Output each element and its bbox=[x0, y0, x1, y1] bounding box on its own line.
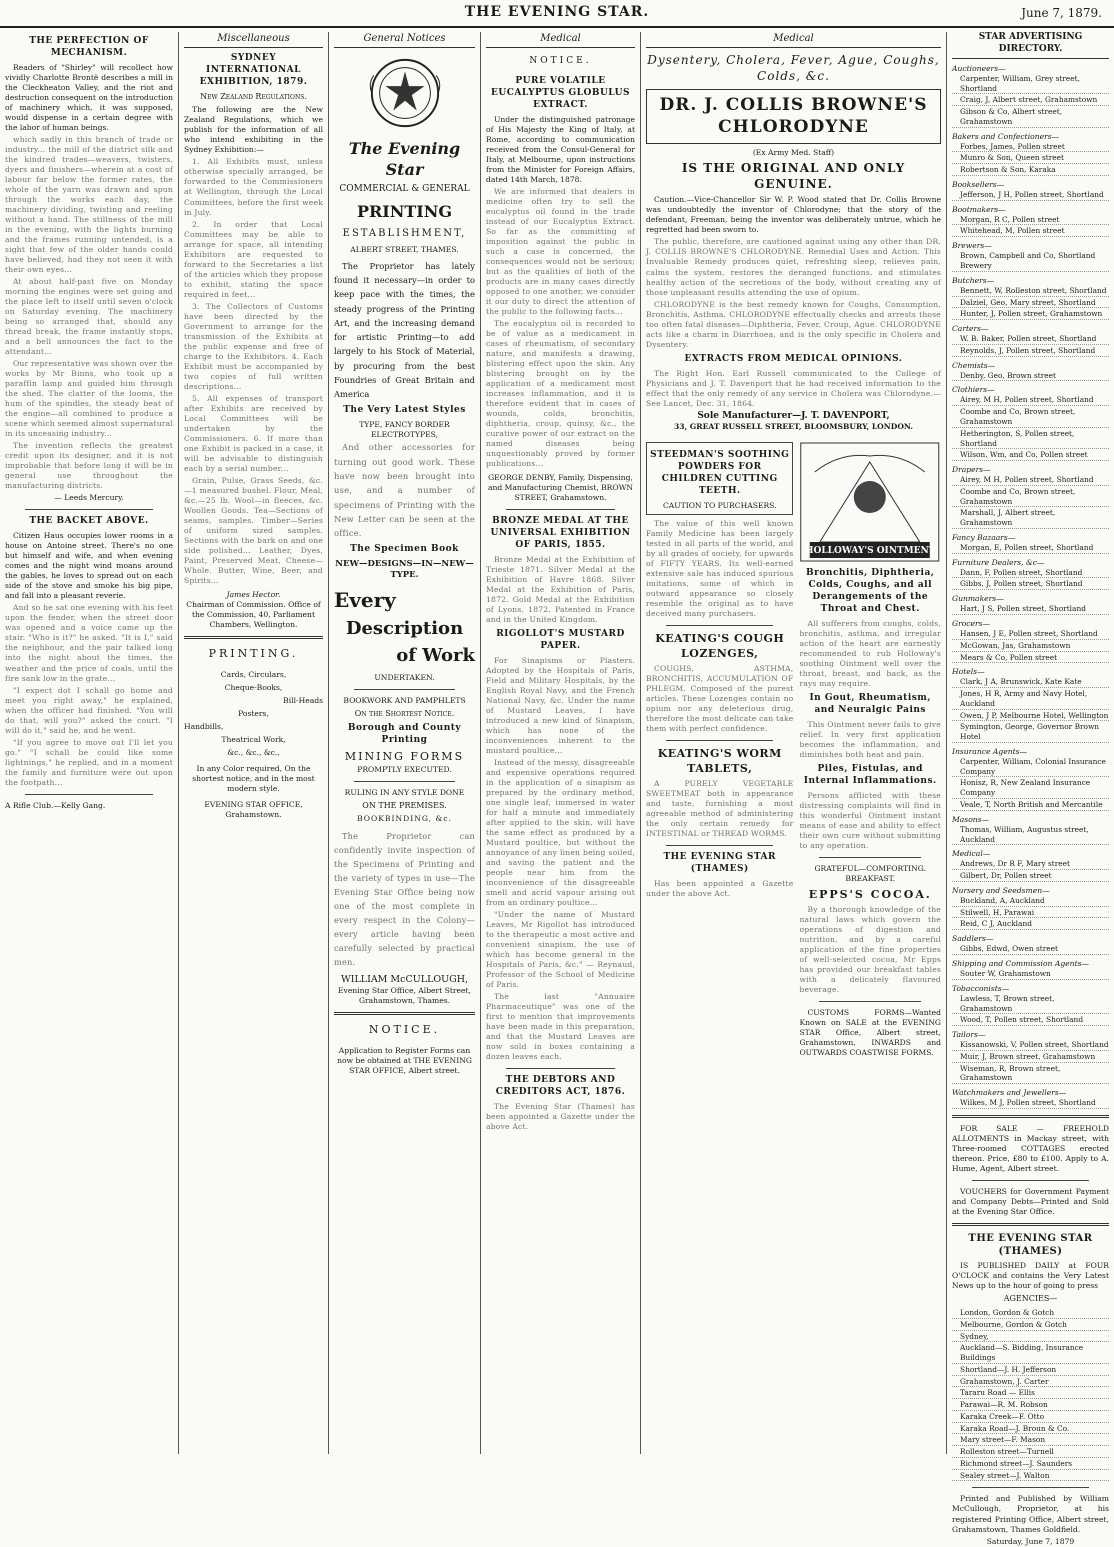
divider bbox=[666, 740, 773, 741]
divider bbox=[666, 845, 773, 846]
article-sydney-body-4: 5. All expenses of transport after Exhibits are received by Local Committees will be undertaken by the Commissioners. 6. If more than one Exhibit is packed in a case, it will be advisable to distinguish each by a serial number... bbox=[184, 393, 323, 473]
directory-category: Nursery and Seedsmen— bbox=[952, 885, 1050, 895]
headline-sydney: SYDNEY INTERNATIONAL EXHIBITION, 1879. bbox=[199, 53, 308, 87]
printing-item: Cards, Circulars, bbox=[220, 669, 287, 679]
directory-entry: Marshall, J, Albert street, Grahamstown bbox=[952, 508, 1109, 529]
newspaper-title: THE EVENING STAR. bbox=[464, 4, 650, 20]
directory-entry: Bennett, W, Rolleston street, Shortland bbox=[952, 286, 1109, 297]
agency-entry: Sealey street—J. Walton bbox=[952, 1471, 1109, 1482]
eucalyptus-body: We are informed that dealers in medicine often try to sell the eucalyptus oil found in the trade instead of our Eucalyptus Extract. So far as the committing of imposition against the public in such a case is concerned, the consequences would not be serious; but as the qualities of both of the products are in many cases directly opposed to one another, we consider it our duty to direct the attention of the public to the following facts... bbox=[486, 186, 635, 316]
every-line: Every bbox=[334, 587, 396, 612]
directory-category: Butchers— bbox=[952, 275, 995, 285]
directory-entry: Dann, F, Pollen street, Shortland bbox=[952, 568, 1109, 579]
agency-entry: Parawai—R. M. Robson bbox=[952, 1400, 1109, 1411]
divider bbox=[354, 781, 455, 782]
epps-body: By a thorough knowledge of the natural laws which govern the operations of digestion and nutrition, and by a careful application of the fine properties of well-selected cocoa, Mr Epps has provided our breakfast tables with a delicately flavoured beverage. bbox=[799, 905, 941, 995]
directory-entry: Hansen, J E, Pollen street, Shortland bbox=[952, 629, 1109, 640]
type-borders: TYPE, FANCY BORDER ELECTROTYPES, bbox=[359, 420, 450, 440]
directory-entry: Hart, J S, Pollen street, Shortland bbox=[952, 604, 1109, 615]
agency-entry: Richmond street—J. Saunders bbox=[952, 1459, 1109, 1470]
collis-sub: (Ex Army Med. Staff) bbox=[752, 147, 835, 157]
printing-item: Handbills, bbox=[184, 721, 224, 731]
directory-category: Gunmakers— bbox=[952, 594, 1004, 604]
steedman-advert bbox=[646, 438, 793, 1060]
printing-foot: In any Color required, On the shortest notice, and in the most modern style. bbox=[192, 763, 315, 793]
rigollot-body-2: Instead of the messy, disagreeable and expensive operations required in the application of a sinapism as prepared by the ordinary method, one single leaf, immersed in water for half a minute and immediately after applied to the skin, will have the same effect as produced by a Mustard poultice, but without the annoyance of any linen being soiled, and saving the patient and the people near him from the inconvenience of the disagreeable smell and acrid vapour arising out from an ordinary poultice... bbox=[486, 757, 635, 908]
signoff-name: WILLIAM McCULLOUGH, bbox=[340, 973, 469, 985]
directory-entry: Owen, J P, Melbourne Hotel, Wellington bbox=[952, 711, 1109, 722]
paper-title: THE EVENING STAR (THAMES) bbox=[968, 1233, 1093, 1258]
divider bbox=[506, 1068, 615, 1069]
directory-category: Shipping and Commission Agents— bbox=[952, 958, 1090, 968]
keating-worm: KEATING'S WORM TABLETS, bbox=[657, 747, 782, 775]
directory-entry: Hetherington, S, Pollen street, Shortland bbox=[952, 429, 1109, 450]
column-medical-1 bbox=[480, 32, 640, 1454]
printing-office: EVENING STAR OFFICE, Grahamstown. bbox=[204, 799, 303, 819]
directory-category: Carters— bbox=[952, 324, 989, 334]
signoff-address: Evening Star Office, Albert Street, Grahamstown, Thames. bbox=[338, 986, 471, 1006]
agency-entry: Grahamstown, J. Carter bbox=[952, 1377, 1109, 1388]
divider bbox=[952, 1115, 1109, 1118]
directory-heading: STAR ADVERTISING DIRECTORY. bbox=[952, 32, 1109, 59]
printing-item: Cheque-Books, bbox=[224, 682, 283, 692]
directory-entry: Wiseman, R, Brown street, Grahamstown bbox=[952, 1064, 1109, 1085]
directory-entry: Wood, T, Pollen street, Shortland bbox=[952, 1015, 1109, 1026]
issue-date: June 7, 1879. bbox=[1021, 6, 1102, 20]
column-directory bbox=[946, 32, 1114, 1546]
agency-entry: Auckland—S. Bidding, Insurance Buildings bbox=[952, 1343, 1109, 1364]
bronchitis-heading: Bronchitis, Diphtheria, Colds, Coughs, and all Derangements of the Throat and Chest. bbox=[806, 568, 935, 614]
divider bbox=[819, 1001, 921, 1002]
divider bbox=[972, 1180, 1089, 1181]
denby-address: GEORGE DENBY, Family, Dispensing, and Manufacturing Chemist, BROWN STREET, Grahamstown. bbox=[487, 473, 634, 503]
extracts-heading: EXTRACTS FROM MEDICAL OPINIONS. bbox=[684, 353, 903, 364]
rigollot-body: For Sinapisms or Plasters. Adopted by the Hospitals of Paris, Field and Military Hospitals, by the English Royal Navy, and the French National Navy, &c. Under the name of Mustard Leaves, I have introduced a new kind of Sinapism, which has none of the inconveniences inherent to the mustard poultice... bbox=[486, 655, 635, 755]
piles-body: Persons afflicted with these distressing complaints will find in this wonderful Ointment instant means of ease and ability to effect their own cure without submitting to any operation. bbox=[799, 790, 941, 850]
specimen-book: The Specimen Book bbox=[350, 544, 459, 555]
bronze-medal: BRONZE MEDAL AT THE UNIVERSAL EXHIBITION OF PARIS, 1855. bbox=[490, 516, 631, 551]
column-general-notices bbox=[328, 32, 480, 1454]
directory-entry: McGowan, Jas, Grahamstown bbox=[952, 641, 1109, 652]
for-sale: FOR SALE — FREEHOLD ALLOTMENTS in Mackay street, with Three-roomed COTTAGES erected thereon. Price, £80 to £100. Apply to A. Hume, Agent, Albert street. bbox=[952, 1123, 1109, 1173]
column-heading: General Notices bbox=[334, 32, 475, 48]
ruling: RULING IN ANY STYLE DONE bbox=[344, 787, 465, 797]
printing-line1: COMMERCIAL & GENERAL bbox=[339, 184, 470, 195]
directory-entry: Dalziel, Geo, Mary street, Shortland bbox=[952, 298, 1109, 309]
directory-entry: Souter W, Grahamstown bbox=[952, 969, 1109, 980]
agency-entry: Karaka Creek—F. Otto bbox=[952, 1412, 1109, 1423]
directory-entry: Buckland, A, Auckland bbox=[952, 896, 1109, 907]
agency-entry: Karaka Road—J. Broun & Co. bbox=[952, 1424, 1109, 1435]
piles-heading: Piles, Fistulas, and Internal Inflammations. bbox=[803, 763, 937, 786]
of-work-line: of Work bbox=[396, 645, 475, 667]
directory-entry: Kissanowski, V, Pollen street, Shortland bbox=[952, 1040, 1109, 1051]
article-sydney-lead: The following are the New Zealand Regulations, which we publish for the information of all who intend exhibiting in the Sydney Exhibition:— bbox=[184, 105, 323, 155]
eucalyptus-headline: PURE VOLATILE EUCALYPTUS GLOBULUS EXTRACT. bbox=[491, 76, 630, 110]
divider bbox=[184, 636, 323, 639]
printing-line4: ALBERT STREET, THAMES. bbox=[350, 244, 459, 254]
imprint-date: Saturday, June 7, 1879 bbox=[986, 1536, 1075, 1546]
medal-list: Bronze Medal at the Exhibition of Trieste 1871. Silver Medal at the Exhibition of Havre 1868. Silver Medal at the Exhibition of Paris, 1872. Gold Medal at the Exhibition of Lyons, 1872. Patented in France and in the United Kingdom. bbox=[486, 554, 635, 624]
directory-entry: Gilbert, Dr, Pollen street bbox=[952, 871, 1109, 882]
printing-line2: PRINTING bbox=[356, 202, 453, 222]
agency-entry: Melbourne, Gordon & Gotch bbox=[952, 1320, 1109, 1331]
description-line: Description bbox=[345, 617, 464, 639]
directory-entry: Veale, T, North British and Mercantile bbox=[952, 800, 1109, 811]
article-mechanism-body-2: At about half-past five on Monday morning the engines were set going and the place left to itself until seven o'clock on Saturday evening. The machinery being so arranged that, should any thread break, the frame instantly stops, and a bell announces the fact to the attendant... bbox=[5, 277, 173, 357]
divider bbox=[952, 1223, 1109, 1226]
article-backet-body: And so he sat one evening with his feet upon the fender, when the street door was opened and a voice came up the stair. "Who is it?" he asked. "It is I," said the neighbour, and the pair talked long into the night about the times, the weather and the price of coals, until the fire sank low in the grate... bbox=[5, 603, 173, 683]
notice-heading: NOTICE. bbox=[529, 56, 592, 67]
directory-category: Bootmakers— bbox=[952, 204, 1006, 214]
article-mechanism-lead: Readers of "Shirley" will recollect how vividly Charlotte Brontë describes a mill in the Cleckheaton Valley, and the riot and destruction consequent on the introduction of machinery which, it was supposed, would dispense in a certain degree with the labor of human beings. bbox=[5, 62, 173, 132]
directory-entry: Clark, J A, Brunswick, Kate Kate bbox=[952, 677, 1109, 688]
directory-category: Tobacconists— bbox=[952, 983, 1010, 993]
directory-entry: W. B. Baker, Pollen street, Shortland bbox=[952, 334, 1109, 345]
directory-entry: Muir, J, Brown street, Grahamstown bbox=[952, 1052, 1109, 1063]
directory-entry: Hunter, J, Pollen street, Grahamstown bbox=[952, 309, 1109, 320]
directory-category: Bakers and Confectioners— bbox=[952, 131, 1060, 141]
directory-entry: Andrews, Dr R F, Mary street bbox=[952, 859, 1109, 870]
thames-star: THE EVENING STAR (THAMES) bbox=[663, 852, 776, 875]
thames-star-body: Has been appointed a Gazette under the above Act. bbox=[646, 879, 794, 899]
vouchers: VOUCHERS for Government Payment and Company Debts—Printed and Sold at the Evening Star Office. bbox=[952, 1186, 1109, 1216]
divider bbox=[334, 1012, 475, 1015]
debtors-body: The Evening Star (Thames) has been appointed a Gazette under the above Act. bbox=[486, 1102, 635, 1132]
directory-category: Masons— bbox=[952, 814, 990, 824]
directory-category: Saddlers— bbox=[952, 934, 994, 944]
directory-entry: Symington, George, Governor Brown Hotel bbox=[952, 722, 1109, 743]
collis-body: The public, therefore, are cautioned against using any other than DR. J. COLLIS BROWNE'S CHLORODYNE. Remedial Uses and Action. This Invaluable Remedy produces quiet, refreshing sleep, relieves pain, calms the system, restores the deranged functions, and stimulates healthy action of the secretions of the body, without creating any of those unpleasant results attending the use of opium. bbox=[646, 237, 941, 297]
directory-entry: Reid, C J, Auckland bbox=[952, 919, 1109, 930]
bronchitis-body: All sufferers from coughs, colds, bronchitis, asthma, and irregular action of the heart are earnestly recommended to rub Holloway's soothing Ointment well over the throat, breast, and back, as the rays may require. bbox=[799, 618, 941, 688]
divider bbox=[25, 509, 153, 510]
column-heading: Miscellaneous bbox=[184, 32, 323, 48]
directory-entry: Thomas, William, Augustus street, Auckland bbox=[952, 825, 1109, 846]
directory-entry: Whitehead, M, Pollen street bbox=[952, 226, 1109, 237]
holloway-engraving-icon bbox=[799, 442, 941, 562]
directory-category: Hotels— bbox=[952, 667, 985, 677]
article-sydney-body: 1. All Exhibits must, unless otherwise specially arranged, be forwarded to the Commissioners at Wellington, through the Local Committees, before the first week in July. bbox=[184, 157, 323, 217]
manufacturer-address: 33, GREAT RUSSELL STREET, BLOOMSBURY, LONDON. bbox=[673, 422, 914, 432]
customs-forms: CUSTOMS FORMS—Wanted Known on SALE at the EVENING STAR Office, Albert street, Grahamstown, INWARDS and OUTWARDS COASTWISE FORMS. bbox=[799, 1008, 941, 1058]
latest-styles: The Very Latest Styles bbox=[343, 405, 466, 416]
headline-mechanism: THE PERFECTION OF MECHANISM. bbox=[29, 36, 149, 58]
directory-list bbox=[952, 64, 1109, 1109]
commission-office: Chairman of Commission. Office of the Commission, 40, Parliament Chambers, Wellington. bbox=[186, 600, 321, 630]
printing-item: &c., &c., &c., bbox=[227, 747, 280, 757]
column-miscellaneous bbox=[178, 32, 328, 1454]
directory-entry: Carpenter, William, Grey street, Shortland bbox=[952, 74, 1109, 95]
divider bbox=[354, 689, 455, 690]
keating-cough: KEATING'S COUGH LOZENGES, bbox=[655, 632, 785, 660]
undertaken: UNDERTAKEN. bbox=[374, 672, 435, 682]
divider bbox=[666, 625, 773, 626]
headline-backet: THE BACKET ABOVE. bbox=[29, 516, 149, 527]
directory-entry: Coombe and Co, Brown street, Grahamstown bbox=[952, 407, 1109, 428]
directory-category: Tailors— bbox=[952, 1030, 986, 1040]
directory-category: Drapers— bbox=[952, 465, 991, 475]
mining-forms: MINING FORMS bbox=[344, 750, 465, 764]
directory-category: Furniture Dealers, &c— bbox=[952, 557, 1045, 567]
grateful: GRATEFUL—COMFORTING. bbox=[814, 863, 927, 873]
keating-body: COUGHS, ASTHMA, BRONCHITIS, ACCUMULATION OF PHLEGM. Composed of the purest articles. These Lozenges contain no opium nor any deleterious drug, therefore the most delicate can take them with perfect confidence. bbox=[646, 664, 794, 734]
genuine-banner: IS THE ORIGINAL AND ONLY GENUINE. bbox=[681, 160, 906, 191]
notice-body: And other accessories for turning out good work. These have now been brought into use, and a number of specimens of Printing with the New Letter can be seen at the office. bbox=[334, 442, 475, 539]
imprint: Printed and Published by William McCullough, Proprietor, at his registered Printing Office, Albert street, Grahamstown, Thames Goldfield. bbox=[952, 1494, 1109, 1534]
notice-text: Application to Register Forms can now be obtained at THE EVENING STAR OFFICE, Albert street. bbox=[337, 1045, 472, 1075]
directory-entry: Honisz, R, New Zealand Insurance Company bbox=[952, 778, 1109, 799]
directory-category: Insurance Agents— bbox=[952, 746, 1028, 756]
article-mechanism-body-3: Our representative was shown over the works by Mr Binns, who took up a paraffin lamp and guided him through the shed. The clatter of the looms, the hum of the spindles, the steady beat of the engine—all combined to produce a scene which seemed almost supernatural in its unceasing industry... bbox=[5, 359, 173, 439]
eucalyptus-lead: Under the distinguished patronage of His Majesty the King of Italy, at Rome, according to communication received from the Consul-General for Italy, at Melbourne, upon instructions from the Minister for Foreign Affairs, dated 14th March, 1878. bbox=[486, 114, 635, 184]
worm-body: A PURELY VEGETABLE SWEETMEAT both in appearance and taste, furnishing a most agreeable method of administering the only certain remedy for INTESTINAL or THREAD WORMS. bbox=[646, 779, 794, 839]
directory-category: Brewers— bbox=[952, 241, 992, 251]
divider bbox=[819, 857, 921, 858]
directory-entry: Denby, Geo, Brown street bbox=[952, 371, 1109, 382]
steedman-caution: CAUTION TO PURCHASERS. bbox=[662, 500, 777, 510]
article-backet-lead: Citizen Haus occupies lower rooms in a house on Antoine street. There's no one but himself and wife, and when evening comes and the night wind moans around the gables, he loves to spread out on each side of the stove and smoke his big pipe, and fall into a pleasant reverie. bbox=[5, 531, 173, 601]
signature: James Hector. bbox=[226, 590, 281, 600]
paper-sub: IS PUBLISHED DAILY at FOUR O'CLOCK and contains the Very Latest News up to the hour of going to press bbox=[952, 1261, 1109, 1291]
collis-lead: Caution.—Vice-Chancellor Sir W. P. Wood stated that Dr. Collis Browne was undoubtedly the inventor of Chlorodyne; that the story of the defendant, Freeman, being the inventor was deliberately untrue, which he regretted had been sworn to. bbox=[646, 195, 941, 235]
rigollot-headline: RIGOLLOT'S MUSTARD PAPER. bbox=[496, 629, 625, 651]
agency-entry: Tararu Road — Ellis bbox=[952, 1388, 1109, 1399]
divider bbox=[972, 1487, 1089, 1488]
extracts-body: The Right Hon. Earl Russell communicated to the College of Physicians and J. T. Davenport that he had received information to the effect that the only remedy of any service in Cholera was Chlorodyne.—See Lancet, Dec. 31, 1864. bbox=[646, 368, 941, 408]
article-sydney-body-5: Grain, Pulse, Grass Seeds, &c.—1 measured bushel. Flour, Meal, &c.—25 lb. Wool—in fleeces, &c. Woollen Goods. Tea—Sections of seams, samples. Timber—Series of uniform sized samples. Sections with the bark on and one side polished... Leather, Dyes, Paint, Preserved Meat, Cheese—Whole. Butter, Wine, Beer, and Spirits... bbox=[184, 475, 323, 586]
printing-item: Posters, bbox=[238, 708, 269, 718]
directory-entry: Robertson & Son, Karaka bbox=[952, 165, 1109, 176]
directory-entry: Gibbs, Edwd, Owen street bbox=[952, 944, 1109, 955]
agency-entry: Rolleston street—Turnell bbox=[952, 1447, 1109, 1458]
directory-entry: Jones, H R, Army and Navy Hotel, Auckland bbox=[952, 689, 1109, 710]
directory-entry: Wilkes, M J, Pollen street, Shortland bbox=[952, 1098, 1109, 1109]
printing-heading: PRINTING. bbox=[208, 647, 299, 661]
directory-entry: Craig, J, Albert street, Grahamstown bbox=[952, 95, 1109, 106]
borough-county: Borough and County Printing bbox=[347, 723, 462, 746]
agency-entry: London, Gordon & Gotch bbox=[952, 1308, 1109, 1319]
article-backet-body-2: "I expect dot I schall go home and meet you right away," he explained, when the officer had finished. "You will do that, will you?" asked the court. "I will do it," said he, and he went. bbox=[5, 685, 173, 735]
agencies-heading: AGENCIES— bbox=[1003, 1294, 1058, 1304]
directory-entry: Reynolds, J, Pollen street, Shortland bbox=[952, 346, 1109, 357]
premises: ON THE PREMISES. bbox=[362, 800, 447, 810]
directory-entry: Airey, M H, Pollen street, Shortland bbox=[952, 475, 1109, 486]
gout-heading: In Gout, Rheumatism, and Neuralgic Pains bbox=[809, 692, 931, 715]
directory-entry: Coombe and Co, Brown street, Grahamstown bbox=[952, 487, 1109, 508]
article-mechanism-body-4: The invention reflects the greatest credit upon its designer, and it is not improbable that before long it will be in general use throughout the manufacturing districts. bbox=[5, 441, 173, 491]
crest-icon bbox=[366, 54, 444, 132]
directory-entry: Lawless, T, Brown street, Grahamstown bbox=[952, 994, 1109, 1015]
directory-entry: Jefferson, J H, Pollen street, Shortland bbox=[952, 190, 1109, 201]
steedman-headline: STEEDMAN'S SOOTHING POWDERS FOR CHILDREN CUTTING TEETH. bbox=[650, 450, 790, 497]
collis-body-2: CHLORODYNE is the best remedy known for Coughs, Consumption, Bronchitis, Asthma. CHLORODYNE effectually checks and arrests those too often fatal diseases—Diphtheria, Fever, Croup, Ague. CHLORODYNE acts like a charm in Diarrhoea, and is the only specific in Cholera and Dysentery. bbox=[646, 299, 941, 349]
article-mechanism-source: — Leeds Mercury. bbox=[54, 493, 124, 503]
dysentery-banner: Dysentery, Cholera, Fever, Ague, Coughs, Colds, &c. bbox=[647, 53, 940, 84]
notice-heading: NOTICE. bbox=[368, 1023, 441, 1037]
directory-entry: Stilwell, H, Parawai bbox=[952, 908, 1109, 919]
printing-item: Bill-Heads bbox=[283, 695, 323, 705]
holloway-name: HOLLOWAY'S OINTMENT bbox=[805, 546, 936, 557]
divider bbox=[25, 794, 153, 795]
directory-category: Medical— bbox=[952, 849, 991, 859]
column-medical-2 bbox=[640, 32, 946, 1454]
article-footer: A Rifle Club.—Kelly Gang. bbox=[5, 800, 106, 810]
breakfast: BREAKFAST. bbox=[845, 873, 896, 883]
agency-entry: Shortland—J. H. Jefferson bbox=[952, 1365, 1109, 1376]
directory-category: Fancy Bazaars— bbox=[952, 532, 1016, 542]
notice-lead: The Proprietor has lately found it necessary—in order to keep pace with the times, the steady progress of the Printing Art, and the increasing demand for artistic Printing—to add largely to his Stock of Material, by procuring from the best Foundries of Great Britain and America bbox=[334, 260, 475, 400]
directory-category: Grocers— bbox=[952, 618, 991, 628]
article-sydney-body-2: 2. In order that Local Committees may be able to arrange for space, all intending Exhibitors are requested to forward to the Secretaries a list of the articles which they propose to exhibit, stating the space required in feet... bbox=[184, 219, 323, 299]
collis-browne-headline: DR. J. COLLIS BROWNE'S CHLORODYNE bbox=[646, 89, 941, 144]
shortest-notice: On the Shortest Notice. bbox=[354, 708, 455, 718]
manufacturer: Sole Manufacturer—J. T. DAVENPORT, bbox=[697, 410, 890, 421]
printing-line3: ESTABLISHMENT, bbox=[342, 228, 467, 240]
directory-entry: Brown, Campbell and Co, Shortland Brewery bbox=[952, 251, 1109, 272]
notice-inspection: The Proprietor can confidently invite inspection of the Specimens of Printing and the variety of types in use—The Evening Star Office being now one of the most complete in every respect in the Colony—every article having been carefully selected by practical men. bbox=[334, 831, 475, 967]
directory-entry: Morgan, E, Pollen street, Shortland bbox=[952, 543, 1109, 554]
agency-entry: Mary street—F. Mason bbox=[952, 1435, 1109, 1446]
directory-category: Chemists— bbox=[952, 360, 996, 370]
subhead-regulations: New Zealand Regulations. bbox=[200, 91, 307, 101]
gout-body: This Ointment never fails to give relief. In very first application becomes the inflammation, and diminishes both heat and pain. bbox=[799, 719, 941, 759]
rigollot-body-3: "Under the name of Mustard Leaves, Mr Rigollot has introduced to the therapeutic a most active and convenient sinapism, the use of which has become general in the Hospitals of Paris, &c." — Reynaud, Professor of the School of Medicine of Paris. bbox=[486, 910, 635, 990]
evening-star-name: The Evening Star bbox=[348, 139, 461, 180]
rigollot-body-4: The last "Annuaire Pharmaceutique" was one of the first to mention that improvements have been made in this preparation, and that the Mustard Leaves are now sold in boxes containing a dozen leaves each. bbox=[486, 992, 635, 1062]
directory-entry: Mears & Co, Pollen street bbox=[952, 653, 1109, 664]
bookwork: BOOKWORK AND PAMPHLETS bbox=[343, 695, 466, 705]
article-sydney-body-3: 3. The Collectors of Customs have been directed by the Government to arrange for the transmission of the Exhibits at the public expense and free of charge to the Exhibitors. 4. Each Exhibit must be accompanied by two copies of full written descriptions... bbox=[184, 301, 323, 391]
new-designs: NEW—DESIGNS—IN—NEW—TYPE. bbox=[335, 559, 474, 581]
article-backet-body-3: "If you agree to move out I'll let you go." "I schall be could like some lightnings," he replied, and in a moment the family and furniture were out upon the footpath... bbox=[5, 737, 173, 787]
printing-list bbox=[184, 670, 323, 758]
column-heading: Medical bbox=[486, 32, 635, 48]
steedman-body: The value of this well known Family Medicine has been largely tested in all parts of the world, and by all grades of society, for upwards of FIFTY YEARS. Its well-earned extensive sale has induced spurious imitations, some of which in outward appearance so closely resemble the original as to have deceived many purchasers. bbox=[646, 518, 794, 619]
directory-entry: Carpenter, William, Colonial Insurance Company bbox=[952, 757, 1109, 778]
column-mechanism bbox=[0, 32, 178, 1454]
promptly: PROMPTLY EXECUTED. bbox=[357, 764, 452, 774]
directory-category: Auctioneers— bbox=[952, 63, 1006, 73]
agency-entry: Sydney, bbox=[952, 1332, 1109, 1343]
masthead bbox=[0, 0, 1114, 28]
article-mechanism-body: which sadly in this branch of trade or industry... the mill of the district silk and the kindred trades—weavers, twisters, dyers and finishers—wherein at a cost of labour far below the former rates, the whole of the yarn was drawn and spun through the works each day, the machinery dividing, twisting and reeling without a hand. The stillness of the mill in the evening, with the lights burning and the frames running untended, is a sight that few of the older hands could have believed, had they not seen it with their own eyes... bbox=[5, 134, 173, 275]
bookbinding: BOOKBINDING, &c. bbox=[357, 814, 452, 824]
steedman-box bbox=[646, 442, 793, 515]
epps-cocoa: EPPS'S COCOA. bbox=[808, 887, 932, 901]
holloway-advert bbox=[799, 438, 941, 1060]
debtors-act: THE DEBTORS AND CREDITORS ACT, 1876. bbox=[495, 1075, 626, 1098]
directory-category: Clothiers— bbox=[952, 385, 995, 395]
directory-category: Booksellers— bbox=[952, 179, 1005, 189]
directory-entry: Gibbs, J, Pollen street, Shortland bbox=[952, 579, 1109, 590]
column-heading: Medical bbox=[646, 32, 941, 48]
directory-entry: Gibson & Co, Albert street, Grahamstown bbox=[952, 107, 1109, 128]
directory-category: Watchmakers and Jewellers— bbox=[952, 1088, 1067, 1098]
eucalyptus-body-2: The eucalyptus oil is recorded to be of value as a medicament in cases of rheumatism, of secondary nature, and manifests a drawing, blistering effect upon the skin. Any blistering brought on by the application of a medicament most increases inflammation, and it is therefore evident that in cases of wounds, colds, bronchitis, diphtheria, croup, quinsy, &c., the curative power of our extract on the named diseases being unquestionably proved by former publications... bbox=[486, 319, 635, 469]
directory-entry: Wilson, Wm, and Co, Pollen street bbox=[952, 450, 1109, 461]
printing-item: Theatrical Work, bbox=[221, 734, 286, 744]
directory-entry: Munro & Son, Queen street bbox=[952, 153, 1109, 164]
directory-entry: Forbes, James, Pollen street bbox=[952, 142, 1109, 153]
agency-list bbox=[952, 1308, 1109, 1481]
divider bbox=[506, 509, 615, 510]
directory-entry: Morgan, R C, Pollen street bbox=[952, 215, 1109, 226]
directory-entry: Airey, M H, Pollen street, Shortland bbox=[952, 395, 1109, 406]
